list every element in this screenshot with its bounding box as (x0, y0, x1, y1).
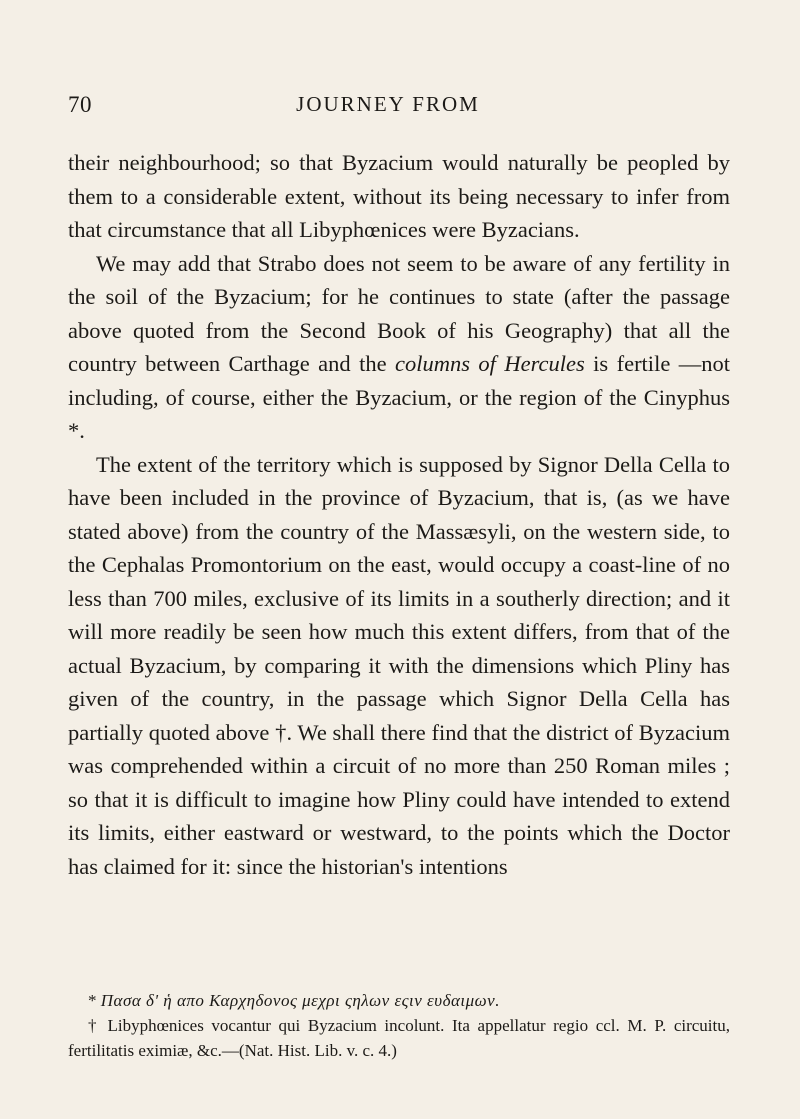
page-header (68, 92, 708, 126)
footnote-2: † Libyphœnices vocantur qui Byzacium incolunt. Ita appellatur regio ccl. M. P. circuitu, fertilitatis eximiæ, &c.—(Nat. Hist. Lib. v. c. 4.) (68, 1016, 730, 1060)
footnote-1 (68, 988, 730, 1013)
paragraph-strabo-part1: We may add that Strabo does not seem to be aware of any fertility in the soil of the Byzacium; for he continues to state (after the passage above quoted from the Second Book of his Geography) that all the country between Carthage and the (68, 250, 730, 376)
paragraph-strabo-part2: is fertile —not including, of course, either the Byzacium, or the region of the Cinyphus *. (68, 351, 730, 443)
running-head: JOURNEY FROM (296, 92, 480, 116)
body-text (68, 146, 730, 883)
footnote-1-greek: Πασα δ' ἡ απο Καρχηδονος μεχρι ςηλων εςιν ευδαιμων. (100, 991, 500, 1010)
footnotes (68, 988, 730, 1063)
paragraph-extent: The extent of the territory which is supposed by Signor Della Cella to have been included in the province of Byzacium, that is, (as we have stated above) from the country of the Massæsyli, on the western side, to the Cephalas Promontorium on the east, would occupy a coast-line of no less than 700 miles, exclusive of its limits in a southerly direction; and it will more readily be seen how much this extent differs, from that of the actual Byzacium, by comparing it with the dimensions which Pliny has given of the country, in the passage which Signor Della Cella has partially quoted above †. We shall there find that the district of Byzacium was comprehended within a circuit of no more than 250 Roman miles ; so that it is difficult to imagine how Pliny could have intended to extend its limits, either eastward or westward, to the points which the Doctor has claimed for it: since the historian's intentions (68, 451, 730, 879)
paragraph-strabo (68, 247, 730, 448)
footnote-1-marker: * (88, 991, 101, 1010)
paragraph-continued: their neighbourhood; so that Byzacium would naturally be peopled by them to a considerable extent, without its being necessary to infer from that circumstance that all Libyphœnices were Byzacians. (68, 150, 730, 242)
italic-phrase: columns of Hercules (395, 351, 585, 376)
page-number: 70 (68, 92, 92, 117)
